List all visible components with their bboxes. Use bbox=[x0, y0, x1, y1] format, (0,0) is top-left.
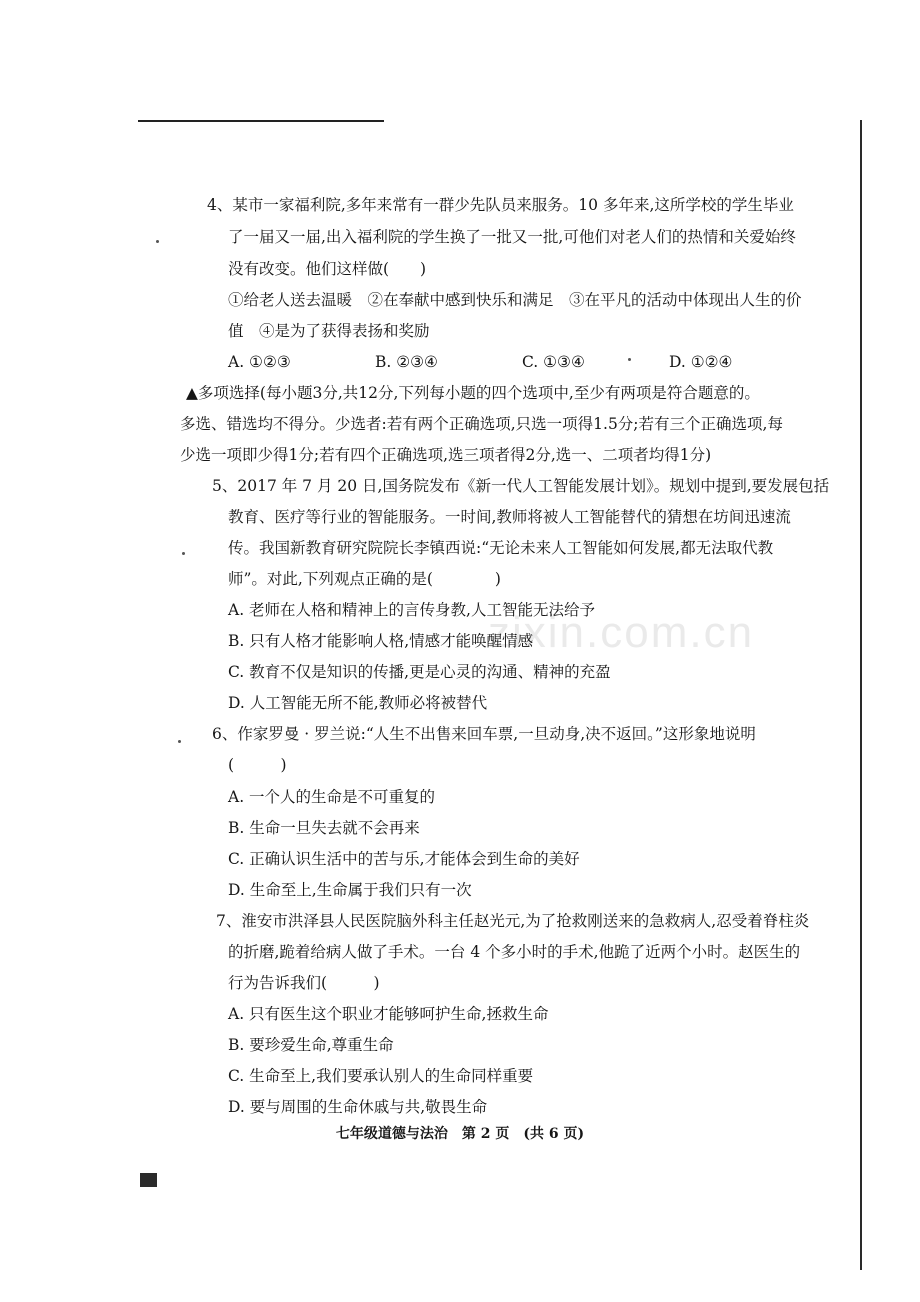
option-d[interactable]: D. 生命至上,生命属于我们只有一次 bbox=[228, 881, 472, 899]
option-b[interactable]: B. 生命一旦失去就不会再来 bbox=[228, 819, 420, 837]
question-4-options bbox=[228, 351, 816, 373]
question-4-stem-line: 没有改变。他们这样做( ) bbox=[228, 260, 427, 278]
corner-mark bbox=[140, 1173, 157, 1187]
option-d[interactable]: D. ①②④ bbox=[669, 353, 733, 371]
question-7-stem-line: 的折磨,跪着给病人做了手术。一台 4 个多小时的手术,他跪了近两个小时。赵医生的 bbox=[228, 943, 801, 961]
option-c[interactable]: C. 生命至上,我们要承认别人的生命同样重要 bbox=[228, 1067, 534, 1085]
option-a[interactable]: A. ①②③ bbox=[228, 353, 291, 371]
scan-speck bbox=[178, 740, 181, 743]
option-b[interactable]: B. 只有人格才能影响人格,情感才能唤醒情感 bbox=[228, 632, 534, 650]
question-6-stem-line: 6、作家罗曼 · 罗兰说:“人生不出售来回车票,一旦动身,决不返回。”这形象地说明 bbox=[212, 725, 756, 743]
question-5-stem-line: 教育、医疗等行业的智能服务。一时间,教师将被人工智能替代的猜想在坊间迅速流 bbox=[228, 508, 791, 526]
scan-speck bbox=[182, 552, 185, 555]
option-d[interactable]: D. 要与周围的生命休戚与共,敬畏生命 bbox=[228, 1098, 488, 1116]
question-4-stem-line: 了一届又一届,出入福利院的学生换了一批又一批,可他们对老人们的热情和关爱始终 bbox=[228, 228, 796, 246]
option-d[interactable]: D. 人工智能无所不能,教师必将被替代 bbox=[228, 694, 488, 712]
question-6-stem-line: ( ) bbox=[228, 756, 287, 774]
binding-edge-line bbox=[860, 120, 862, 1270]
option-a[interactable]: A. 只有医生这个职业才能够呵护生命,拯救生命 bbox=[228, 1005, 549, 1023]
option-a[interactable]: A. 老师在人格和精神上的言传身教,人工智能无法给予 bbox=[228, 601, 595, 619]
option-c[interactable]: C. ①③④ bbox=[522, 353, 585, 371]
top-rule bbox=[138, 120, 384, 122]
option-b[interactable]: B. ②③④ bbox=[375, 353, 438, 371]
option-b[interactable]: B. 要珍爱生命,尊重生命 bbox=[228, 1036, 394, 1054]
instruction-line: ▲多项选择(每小题3分,共12分,下列每小题的四个选项中,至少有两项是符合题意的。 bbox=[186, 384, 760, 402]
page-footer: 七年级道德与法治 第 2 页 (共 6 页) bbox=[335, 1126, 585, 1142]
question-5-stem-line: 传。我国新教育研究院院长李镇西说:“无论未来人工智能如何发展,都无法取代教 bbox=[228, 539, 774, 557]
question-4-statement-line: ①给老人送去温暖 ②在奉献中感到快乐和满足 ③在平凡的活动中体现出人生的价 bbox=[228, 291, 802, 309]
watermark: zixin.com.cn bbox=[488, 608, 755, 657]
question-5-stem-line: 5、2017 年 7 月 20 日,国务院发布《新一代人工智能发展计划》。规划中提到,要发展包括 bbox=[212, 477, 830, 495]
question-5-stem-line: 师”。对此,下列观点正确的是( ) bbox=[228, 570, 501, 588]
instruction-line: 少选一项即少得1分;若有四个正确选项,选三项者得2分,选一、二项者均得1分) bbox=[180, 446, 712, 464]
instruction-line: 多选、错选均不得分。少选者:若有两个正确选项,只选一项得1.5分;若有三个正确选项,每 bbox=[180, 415, 783, 433]
scan-speck bbox=[156, 240, 159, 243]
option-c[interactable]: C. 教育不仅是知识的传播,更是心灵的沟通、精神的充盈 bbox=[228, 663, 611, 681]
option-a[interactable]: A. 一个人的生命是不可重复的 bbox=[228, 788, 436, 806]
question-4-statement-line: 值 ④是为了获得表扬和奖励 bbox=[228, 322, 430, 340]
question-7-stem-line: 7、淮安市洪泽县人民医院脑外科主任赵光元,为了抢救刚送来的急救病人,忍受着脊柱炎 bbox=[216, 912, 810, 930]
option-c[interactable]: C. 正确认识生活中的苦与乐,才能体会到生命的美好 bbox=[228, 850, 580, 868]
question-7-stem-line: 行为告诉我们( ) bbox=[228, 974, 380, 992]
question-4-stem-line: 4、某市一家福利院,多年来常有一群少先队员来服务。10 多年来,这所学校的学生毕业 bbox=[207, 196, 794, 214]
